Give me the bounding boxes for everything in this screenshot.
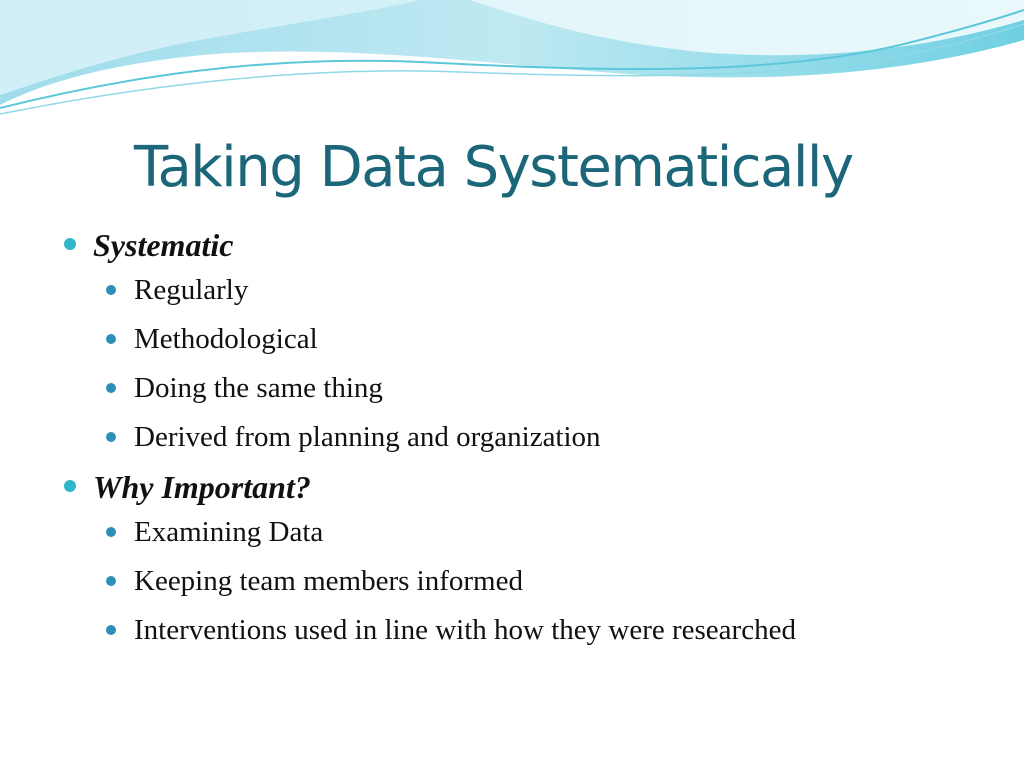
list-item: [103, 270, 982, 311]
list-item-text: Derived from planning and organization: [134, 421, 601, 453]
list-item: [103, 561, 982, 602]
sub-bullet-list: [62, 512, 982, 651]
list-item: [103, 610, 982, 651]
list-item-text: Methodological: [134, 323, 318, 355]
wave-header-decoration: [0, 0, 1024, 130]
bullet-section-systematic: [62, 224, 982, 266]
list-item-text: Examining Data: [134, 516, 324, 548]
bullet-dot-icon: [106, 383, 116, 393]
list-item: [103, 512, 982, 553]
bullet-list: [62, 224, 982, 659]
list-item-text: Doing the same thing: [134, 372, 383, 404]
bullet-dot-icon: [64, 238, 76, 250]
bullet-dot-icon: [106, 432, 116, 442]
list-item: [103, 368, 982, 409]
list-item-text: Keeping team members informed: [134, 565, 523, 597]
sub-bullet-list: [62, 270, 982, 458]
bullet-dot-icon: [64, 480, 76, 492]
bullet-dot-icon: [106, 334, 116, 344]
bullet-dot-icon: [106, 625, 116, 635]
sub-bullet-group: [62, 270, 982, 458]
list-item: [103, 319, 982, 360]
list-item-text: Interventions used in line with how they were researched: [134, 614, 796, 646]
bullet-dot-icon: [106, 527, 116, 537]
sub-bullet-group: [62, 512, 982, 651]
slide-title: Taking Data Systematically: [134, 135, 853, 200]
bullet-section-why-important: [62, 466, 982, 508]
section-heading: Why Important?: [93, 469, 311, 505]
bullet-dot-icon: [106, 285, 116, 295]
bullet-dot-icon: [106, 576, 116, 586]
list-item-text: Regularly: [134, 274, 249, 306]
section-heading: Systematic: [93, 227, 234, 263]
list-item: [103, 417, 982, 458]
